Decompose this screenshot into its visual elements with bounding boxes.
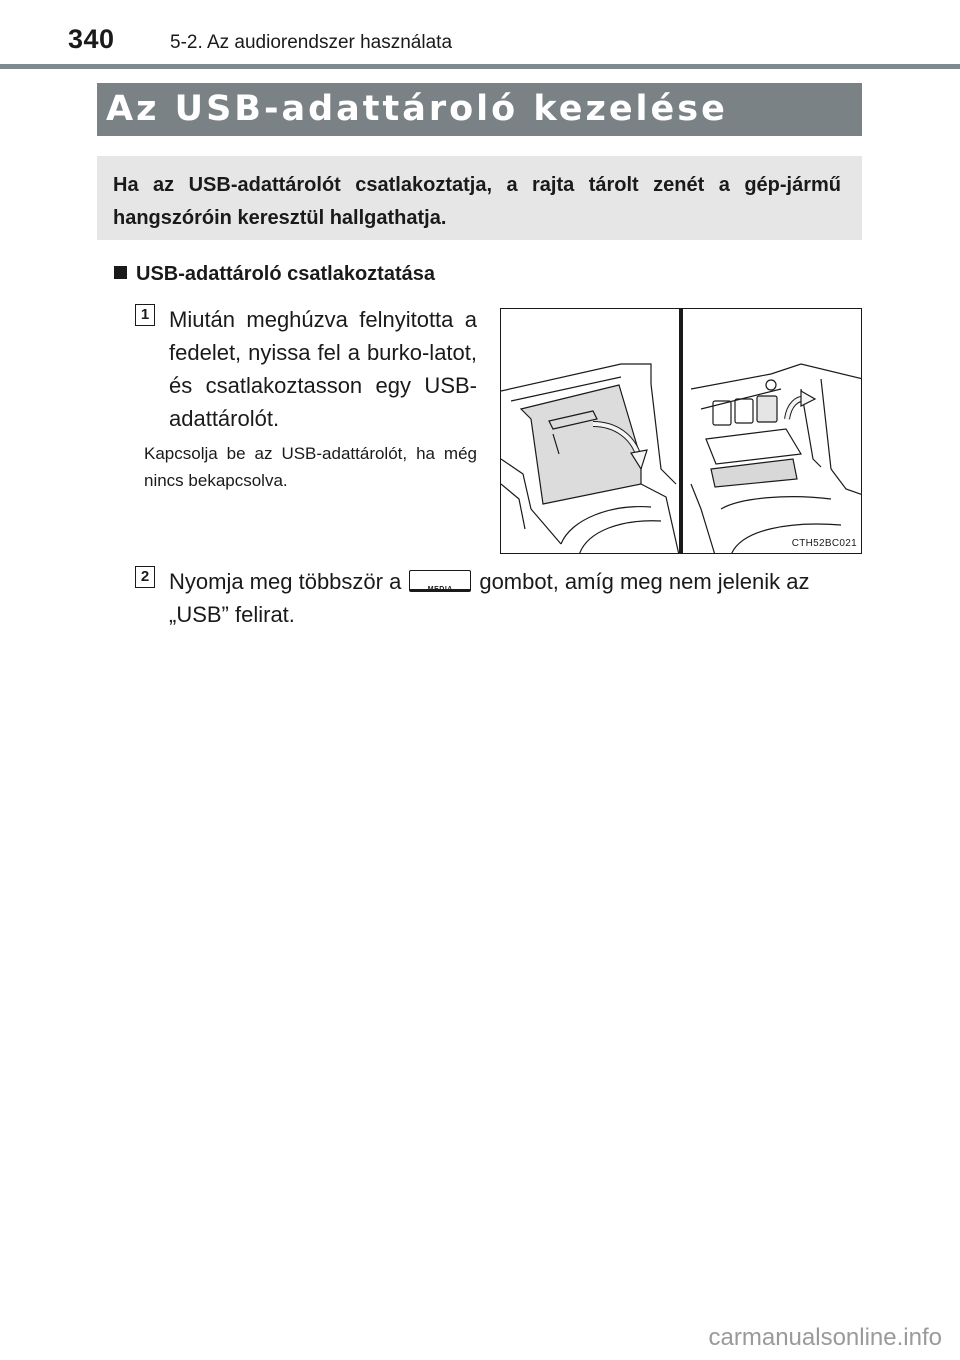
step-2-badge: 2 [135, 566, 155, 588]
step-2-text [169, 565, 857, 631]
media-button-label: MEDIA [427, 586, 453, 593]
intro-text: Ha az USB-adattárolót csatlakoztatja, a rajta tárolt zenét a gép-jármű hangszóróin keresztül hallgathatja. [113, 174, 841, 229]
watermark: carmanualsonline.info [708, 1324, 942, 1351]
square-bullet-icon [114, 266, 127, 279]
title-bar [97, 83, 862, 136]
header-rule [0, 64, 960, 69]
section-title: 5-2. Az audiorendszer használata [170, 32, 453, 53]
intro-box [97, 156, 862, 240]
step-2-text-after: gombot, amíg meg nem jelenik az „USB” felirat. [169, 569, 810, 627]
subheading-label: USB-adattároló csatlakoztatása [136, 263, 435, 285]
step-1-note: Kapcsolja be az USB-adattárolót, ha még nincs bekapcsolva. [144, 444, 477, 490]
console-drawing [501, 309, 862, 554]
usb-port-illustration [500, 308, 862, 554]
page-title: Az USB-adattároló kezelése [106, 89, 728, 129]
figure-code: CTH52BC021 [791, 538, 857, 549]
step-1-badge: 1 [135, 304, 155, 326]
step-1-text: Miután meghúzva felnyitotta a fedelet, nyissa fel a burko-latot, és csatlakoztasson egy USB-adattárolót. [169, 307, 477, 431]
step-2-text-before: Nyomja meg többször a [169, 569, 402, 594]
page-number: 340 [68, 24, 115, 54]
subheading [114, 263, 435, 286]
media-button-icon [409, 570, 471, 592]
